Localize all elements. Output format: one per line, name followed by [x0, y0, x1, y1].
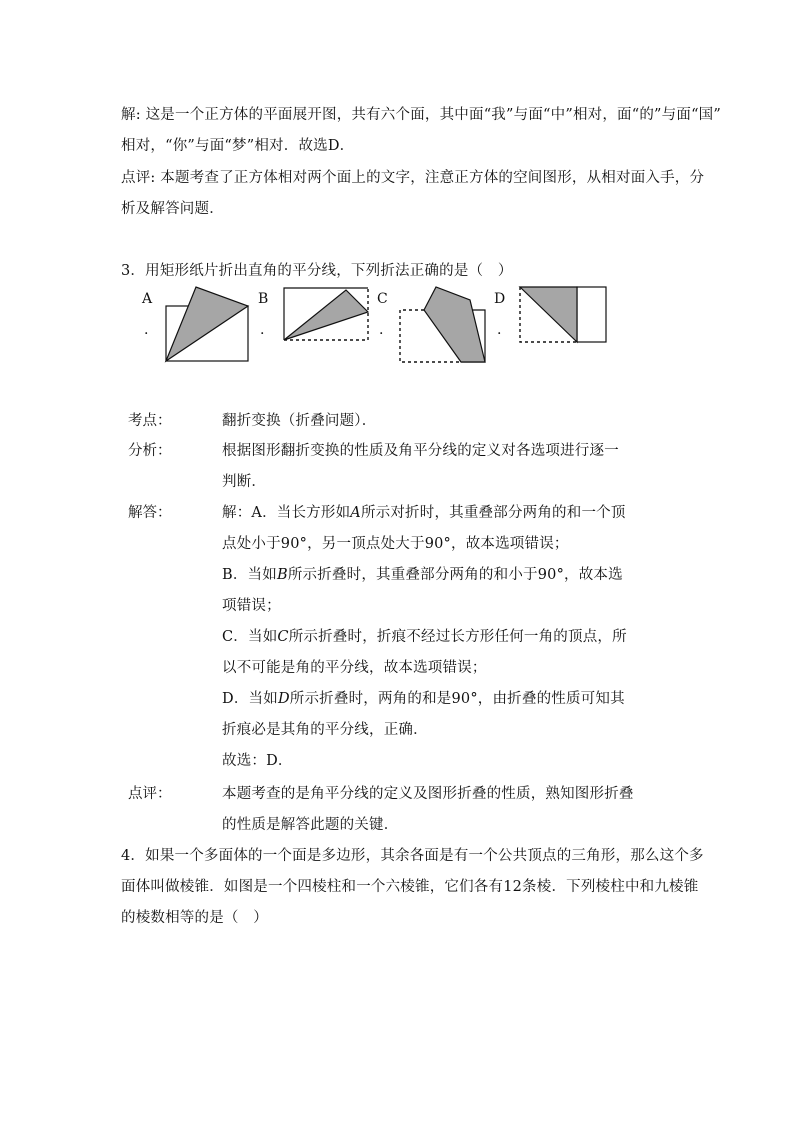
option-a-dot: .: [144, 322, 149, 338]
question-4-line-1: 4．如果一个多面体的一个面是多边形，其余各面是有一个公共顶点的三角形，那么这个多: [121, 848, 704, 864]
pingping-label: 点评：: [128, 786, 172, 802]
jieda-line-5: C．当如C所示折叠时，折痕不经过长方形任何一角的顶点，所: [222, 629, 627, 645]
jieda-line-1: 解：A．当长方形如A所示对折时，其重叠部分两角的和一个顶: [222, 505, 626, 521]
solution-line-1: 解: 这是一个正方体的平面展开图，共有六个面，其中面“我”与面“中”相对，面“的”与面“国”: [121, 107, 721, 123]
jieda-label: 解答：: [128, 505, 172, 521]
jieda-line-6: 以不可能是角的平分线，故本选项错误；: [222, 660, 487, 676]
question-3-stem: 3．用矩形纸片折出直角的平分线，下列折法正确的是（ ）: [121, 263, 513, 279]
option-c-dot: .: [379, 322, 384, 338]
figure-d: [0, 0, 794, 400]
figure-d-fold: [520, 287, 577, 342]
option-b-dot: .: [260, 322, 265, 338]
comment-line-2: 析及解答问题．: [121, 201, 224, 217]
jieda-line-8: 折痕必是其角的平分线，正确．: [222, 722, 428, 738]
kaodian-text: 翻折变换（折叠问题）．: [222, 413, 377, 429]
jieda-line-2: 点处小于90°，另一顶点处大于90°，故本选项错误；: [222, 536, 569, 552]
pingping-line-2: 的性质是解答此题的关键．: [222, 817, 399, 833]
option-c-label: C: [377, 291, 388, 307]
option-d-dot: .: [497, 322, 502, 338]
fenxi-line-1: 根据图形翻折变换的性质及角平分线的定义对各选项进行逐一: [222, 443, 619, 459]
solution-line-2: 相对，“你”与面“梦”相对．故选D．: [121, 138, 355, 154]
option-b-label: B: [258, 291, 269, 307]
kaodian-label: 考点：: [128, 413, 172, 429]
jieda-line-3: B．当如B所示折叠时，其重叠部分两角的和小于90°，故本选: [222, 567, 623, 583]
jieda-line-9: 故选：D．: [222, 753, 293, 769]
jieda-line-4: 项错误；: [222, 598, 281, 614]
question-4-line-3: 的棱数相等的是（ ）: [121, 910, 268, 926]
pingping-line-1: 本题考查的是角平分线的定义及图形折叠的性质，熟知图形折叠: [222, 786, 634, 802]
fenxi-label: 分析：: [128, 443, 172, 459]
option-d-label: D: [494, 291, 506, 307]
comment-line-1: 点评: 本题考查了正方体相对两个面上的文字，注意正方体的空间图形，从相对面入手，分: [121, 170, 705, 186]
figure-d-right-rect: [577, 287, 606, 342]
jieda-line-7: D．当如D所示折叠时，两角的和是90°，由折叠的性质可知其: [222, 691, 625, 707]
option-a-label: A: [142, 291, 153, 307]
question-4-line-2: 面体叫做棱锥．如图是一个四棱柱和一个六棱锥，它们各有12条棱．下列棱柱中和九棱锥: [121, 879, 699, 895]
fenxi-line-2: 判断．: [222, 474, 267, 490]
